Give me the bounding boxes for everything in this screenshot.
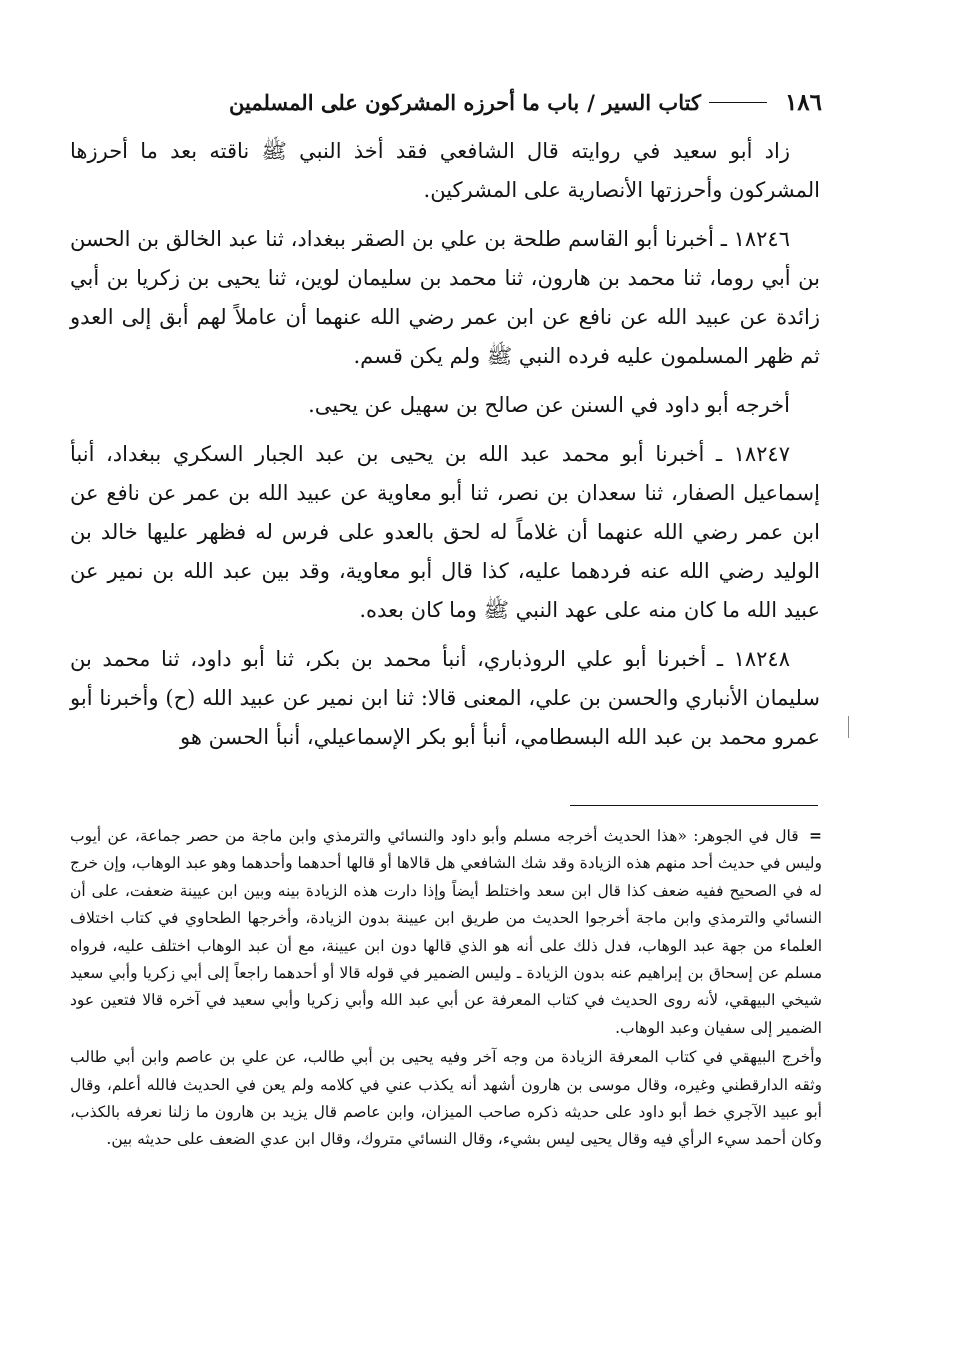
header-rule (709, 102, 767, 103)
footnotes (70, 822, 822, 1156)
footnote-paragraph: وأخرج البيهقي في كتاب المعرفة الزيادة من وجه آخر وفيه يحيى بن أبي طالب، عن علي بن عاصم وابن أبي طالب وثقه الدارقطني وغيره، وقال موسى بن هارون أشهد أنه يكذب عني في كلامه ولم يعن في الحديث فالله أعلم، وقال أبو عبيد الآجري خط أبو داود على حديثه ذكره صاحب الميزان، وابن عاصم قال يزيد بن هارون ما زلنا نعرفه بالكذب، وكان أحمد سيء الرأي فيه وقال يحيى ليس بشيء، وقال النسائي متروك، وقال ابن عدي الضعف على حديثه بين. (70, 1048, 822, 1149)
paragraph: زاد أبو سعيد في روايته قال الشافعي فقد أخذ النبي ﷺ ناقته بعد ما أحرزها المشركون وأحرزتها الأنصارية على المشركين. (70, 139, 820, 202)
hadith-18246: ١٨٢٤٦ ـ أخبرنا أبو القاسم طلحة بن علي بن الصقر ببغداد، ثنا عبد الخالق بن الحسن بن أبي روما، ثنا محمد بن هارون، ثنا محمد بن سليمان لوين، ثنا يحيى بن زكريا بن أبي زائدة عن عبيد الله عن نافع عن ابن عمر رضي الله عنهما أن عاملاً لهم أبق إلى العدو ثم ظهر المسلمون عليه فرده النبي ﷺ ولم يكن قسم. (70, 227, 820, 368)
footnote-divider (570, 805, 818, 806)
main-text (70, 132, 820, 767)
footnote-text: قال في الجوهر: «هذا الحديث أخرجه مسلم وأبو داود والنسائي والترمذي وابن ماجة من حصر جماعة، عن أيوب وليس في حديث أحد منهم هذه الزيادة وقد شك الشافعي هل قالاها أو قالها أحدهما وأحدهما وهو عبد الوهاب، وإن خرج له في الصحيح ففيه ضعف كذا قال ابن سعد واختلط أيضاً وإذا دارت هذه الزيادة بينه وبين ابن عيينة ضعفت، على أن النسائي والترمذي وابن ماجة أخرجوا الحديث من طريق ابن عيينة بدون الزيادة، وأخرجها الطحاوي في كتاب اختلاف العلماء من جهة عبد الوهاب، فدل ذلك على أنه هو الذي قالها دون ابن عيينة، مع أن عبد الوهاب اختلف عليه، فرواه مسلم عن إسحاق بن إبراهيم عنه بدون الزيادة ـ وليس الضمير في قوله قالا أو أحدهما راجعاً إلى أبي زكريا وأبي سعيد شيخي البيهقي، لأنه روى الحديث في كتاب المعرفة عن أبي عبد الله وأبي زكريا وأبي سعيد في آخره قالا فتعين عود الضمير إلى سفيان وعبد الوهاب. (70, 827, 822, 1037)
paragraph: أخرجه أبو داود في السنن عن صالح بن سهيل عن يحيى. (308, 393, 790, 417)
book-title: كتاب السير / (587, 89, 701, 115)
page-number: ١٨٦ (784, 88, 822, 116)
hadith-18248: ١٨٢٤٨ ـ أخبرنا أبو علي الروذباري، أنبأ محمد بن بكر، ثنا أبو داود، ثنا محمد بن سليمان الأنباري والحسن بن علي، المعنى قالا: ثنا ابن نمير عن عبيد الله (ح) وأخبرنا أبو عمرو محمد بن عبد الله البسطامي، أنبأ أبو بكر الإسماعيلي، أنبأ الحسن هو (70, 647, 820, 749)
section-title: باب ما أحرزه المشركون على المسلمين (229, 89, 580, 115)
running-header (62, 82, 822, 122)
margin-mark (848, 716, 850, 738)
hadith-18247: ١٨٢٤٧ ـ أخبرنا أبو محمد عبد الله بن يحيى بن عبد الجبار السكري ببغداد، أنبأ إسماعيل الصفار، ثنا سعدان بن نصر، ثنا أبو معاوية عن عبيد الله بن عمر عن نافع عن ابن عمر رضي الله عنهما أن غلاماً له لحق بالعدو على فرس له فظهر عليها خالد بن الوليد رضي الله عنه فردهما عليه، كذا قال أبو معاوية، وقد بين عبد الله بن نمير عن عبيد الله ما كان منه على عهد النبي ﷺ وما كان بعده. (70, 442, 820, 622)
footnote-paragraph (70, 822, 822, 1042)
footnote-continuation-marker: = (809, 826, 822, 845)
